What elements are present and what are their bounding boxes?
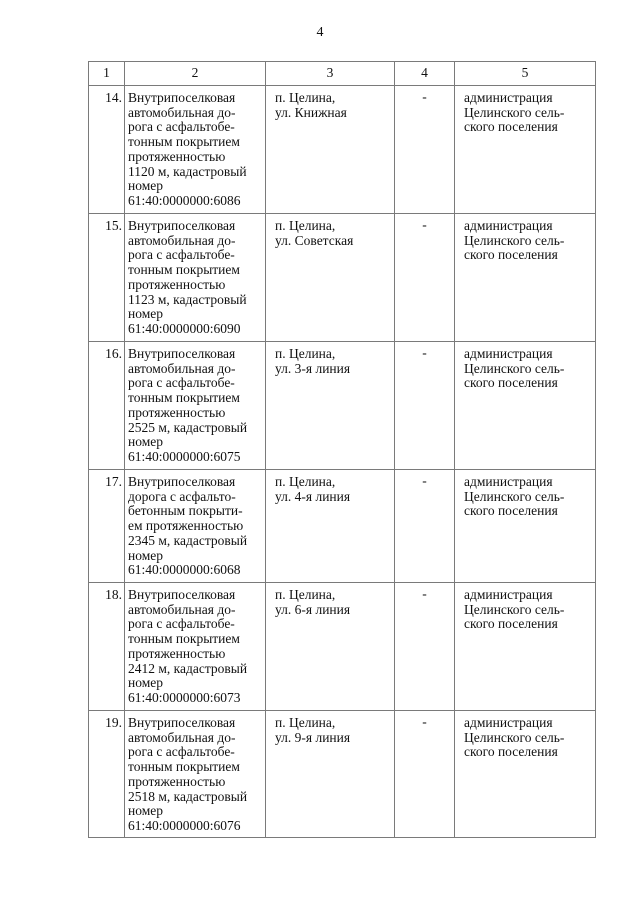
owner-line: администрация — [464, 587, 553, 602]
owner-line: Целинского сель- — [464, 232, 565, 248]
object-description — [125, 711, 266, 838]
object-line: 2525 м, кадастровый — [128, 419, 248, 435]
column-4-value: - — [395, 342, 455, 470]
object-address — [266, 470, 395, 583]
address-line: ул. 3-я линия — [275, 360, 351, 376]
object-line: автомобильная до- — [128, 104, 236, 120]
object-line: 61:40:0000000:6090 — [128, 320, 241, 336]
address-line: п. Целина, — [275, 218, 336, 233]
object-line: 1120 м, кадастровый — [128, 163, 247, 179]
owner-line: администрация — [464, 715, 553, 730]
object-line: 2412 м, кадастровый — [128, 660, 248, 676]
column-4-value: - — [395, 583, 455, 711]
owner-line: Целинского сель- — [464, 488, 565, 504]
object-line: 61:40:0000000:6076 — [128, 817, 241, 833]
object-line: номер — [128, 306, 164, 322]
object-line: тонным покрытием — [128, 134, 240, 150]
object-line: ем протяженностью — [128, 518, 244, 534]
object-line: 61:40:0000000:6073 — [128, 689, 241, 705]
object-description — [125, 214, 266, 342]
object-line: Внутрипоселковая — [128, 346, 236, 361]
owner — [455, 86, 596, 214]
object-description — [125, 342, 266, 470]
owner-line: администрация — [464, 218, 553, 233]
owner-line: администрация — [464, 474, 553, 489]
object-description — [125, 86, 266, 214]
object-line: бетонным покрыти- — [128, 503, 243, 519]
object-line: рога с асфальтобе- — [128, 119, 235, 135]
owner — [455, 711, 596, 838]
object-line: дорога с асфальто- — [128, 488, 236, 504]
address-line: п. Целина, — [275, 474, 336, 489]
owner — [455, 214, 596, 342]
owner-line: ского поселения — [464, 375, 558, 391]
table-row — [89, 583, 596, 711]
object-address — [266, 583, 395, 711]
table-row — [89, 214, 596, 342]
object-line: номер — [128, 803, 164, 819]
owner-line: администрация — [464, 346, 553, 361]
owner-line: ского поселения — [464, 119, 558, 135]
object-address — [266, 342, 395, 470]
object-line: 1123 м, кадастровый — [128, 291, 247, 307]
object-description — [125, 583, 266, 711]
object-line: 61:40:0000000:6075 — [128, 448, 241, 464]
object-address — [266, 711, 395, 838]
object-line: Внутрипоселковая — [128, 218, 236, 233]
object-line: протяженностью — [128, 773, 226, 789]
object-line: протяженностью — [128, 148, 226, 164]
table-row — [89, 86, 596, 214]
column-4-value: - — [395, 86, 455, 214]
owner-line: Целинского сель- — [464, 360, 565, 376]
object-line: рога с асфальтобе- — [128, 744, 235, 760]
address-line: ул. 6-я линия — [275, 601, 351, 617]
column-header: 1 — [89, 62, 125, 86]
address-line: ул. 9-я линия — [275, 729, 351, 745]
object-line: Внутрипоселковая — [128, 587, 236, 602]
owner-line: ского поселения — [464, 247, 558, 263]
object-line: автомобильная до- — [128, 729, 236, 745]
owner-line: администрация — [464, 90, 553, 105]
column-header: 4 — [395, 62, 455, 86]
column-header: 2 — [125, 62, 266, 86]
object-line: тонным покрытием — [128, 759, 240, 775]
object-line: Внутрипоселковая — [128, 90, 236, 105]
address-line: ул. 4-я линия — [275, 488, 351, 504]
object-line: рога с асфальтобе- — [128, 375, 235, 391]
object-line: Внутрипоселковая — [128, 715, 236, 730]
object-line: тонным покрытием — [128, 390, 240, 406]
owner-line: Целинского сель- — [464, 601, 565, 617]
object-description — [125, 470, 266, 583]
address-line: п. Целина, — [275, 587, 336, 602]
column-4-value: - — [395, 214, 455, 342]
page-number: 4 — [316, 25, 324, 40]
address-line: п. Целина, — [275, 715, 336, 730]
object-line: протяженностью — [128, 276, 226, 292]
owner-line: ского поселения — [464, 616, 558, 632]
owner-line: ского поселения — [464, 503, 558, 519]
object-line: автомобильная до- — [128, 360, 236, 376]
table-row — [89, 342, 596, 470]
row-number: 17. — [89, 470, 125, 583]
object-address — [266, 86, 395, 214]
property-table — [88, 61, 596, 838]
address-line: п. Целина, — [275, 346, 336, 361]
column-4-value: - — [395, 470, 455, 583]
owner-line: Целинского сель- — [464, 104, 565, 120]
object-line: 61:40:0000000:6086 — [128, 192, 241, 208]
object-line: протяженностью — [128, 404, 226, 420]
object-line: 2345 м, кадастровый — [128, 532, 248, 548]
owner-line: ского поселения — [464, 744, 558, 760]
owner — [455, 583, 596, 711]
object-line: номер — [128, 178, 164, 194]
owner — [455, 342, 596, 470]
owner-line: Целинского сель- — [464, 729, 565, 745]
object-line: рога с асфальтобе- — [128, 247, 235, 263]
address-line: ул. Книжная — [275, 104, 347, 120]
address-line: п. Целина, — [275, 90, 336, 105]
row-number: 19. — [89, 711, 125, 838]
row-number: 15. — [89, 214, 125, 342]
object-line: Внутрипоселковая — [128, 474, 236, 489]
owner — [455, 470, 596, 583]
object-line: номер — [128, 547, 164, 563]
object-line: тонным покрытием — [128, 262, 240, 278]
column-header: 5 — [455, 62, 596, 86]
object-line: автомобильная до- — [128, 601, 236, 617]
object-line: 2518 м, кадастровый — [128, 788, 248, 804]
object-line: рога с асфальтобе- — [128, 616, 235, 632]
table-row — [89, 711, 596, 838]
row-number: 18. — [89, 583, 125, 711]
object-line: номер — [128, 434, 164, 450]
object-line: номер — [128, 675, 164, 691]
row-number: 14. — [89, 86, 125, 214]
object-line: тонным покрытием — [128, 631, 240, 647]
object-line: 61:40:0000000:6068 — [128, 562, 241, 578]
table-header-row — [89, 62, 596, 86]
object-line: автомобильная до- — [128, 232, 236, 248]
row-number: 16. — [89, 342, 125, 470]
column-header: 3 — [266, 62, 395, 86]
column-4-value: - — [395, 711, 455, 838]
address-line: ул. Советская — [275, 232, 354, 248]
object-address — [266, 214, 395, 342]
object-line: протяженностью — [128, 645, 226, 661]
table-row — [89, 470, 596, 583]
